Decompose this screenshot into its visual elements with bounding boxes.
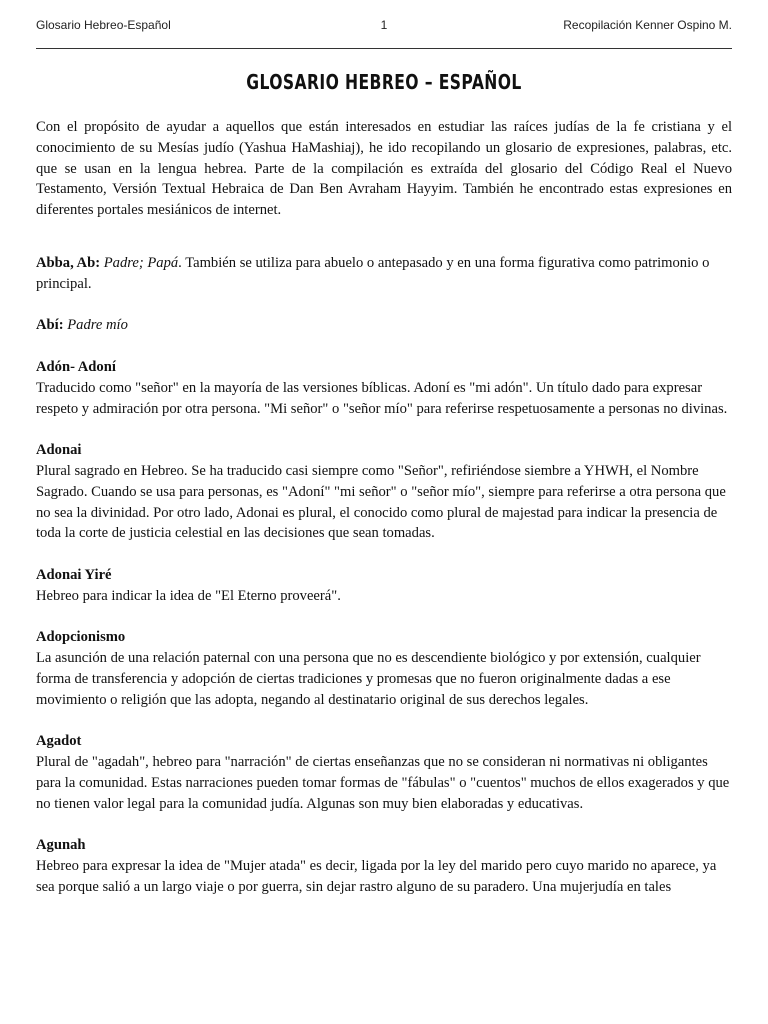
header-document-title: Glosario Hebreo-Español (36, 18, 171, 32)
entry-definition: Plural sagrado en Hebreo. Se ha traducido casi siempre como "Señor", refiriéndose siembre a YHWH, el Nombre Sagrado. Cuando se usa para personas, es "Adoní" "mi señor" o "señor mío", siempre para referirse a otra persona que no sea la divinidad. Por otro lado, Adonai es plural, el conocido como plural de majestad para indicar la presencia de toda la corte de justicia celestial en las decisiones que sean tomadas. (36, 462, 726, 542)
entry-definition: Hebreo para indicar la idea de "El Eterno proveerá". (36, 587, 341, 604)
glossary-entry-agadot (36, 731, 732, 814)
entry-term: Adonai (36, 442, 82, 459)
entry-term: Abí: (36, 317, 64, 334)
entry-italic-meaning: Padre mío (67, 317, 128, 334)
glossary-entry-adon (36, 357, 732, 419)
entry-definition: Plural de "agadah", hebreo para "narración" de ciertas enseñanzas que no se consideran ni normativas ni obligantes para la comunidad. Estas narraciones pueden tomar formas de "fábulas" o "cuentos" muchos de ellos exagerados y que no tienen valor legal para la comunidad judía. Algunas son muy bien elaboradas y educativas. (36, 754, 730, 812)
glossary-entry-adonai-yire (36, 565, 732, 607)
entry-term: Agadot (36, 733, 82, 750)
entry-term: Adopcionismo (36, 629, 126, 646)
entry-definition: La asunción de una relación paternal con una persona que no es descendiente biológico y por extensión, cualquier forma de transferencia y adopción de ciertas tradiciones y promesas que no fueron originalmente dadas a ese movimiento o religión que las adopta, negando al destinatario original de sus derechos legales. (36, 650, 701, 708)
glossary-entry-abi (36, 315, 732, 336)
entry-term: Agunah (36, 837, 86, 854)
header-page-number: 1 (380, 18, 388, 32)
header-author: Recopilación Kenner Ospino M. (563, 18, 732, 32)
glossary-entry-adonai (36, 440, 732, 544)
page-title: GLOSARIO HEBREO – ESPAÑOL (246, 70, 522, 94)
page-header (36, 18, 732, 36)
glossary-entry-adopcionismo (36, 627, 732, 710)
glossary-entry-agunah (36, 835, 732, 897)
entry-definition: Hebreo para expresar la idea de "Mujer atada" es decir, ligada por la ley del marido pero cuyo marido no aparece, ya sea porque salió a un largo viaje o por guerra, sin dejar rastro alguno de su paradero. Una mujerjudía en tales (36, 858, 717, 895)
entry-definition: . También se utiliza para abuelo o antepasado y en una forma figurativa como patrimonio o principal. (36, 254, 710, 292)
intro-paragraph: Con el propósito de ayudar a aquellos que están interesados en estudiar las raíces judías de la fe cristiana y el conocimiento de su Mesías judío (Yashua HaMashiaj), he ido recopilando un glosario de expresiones, palabras, etc. que se usan en la lengua hebrea. Parte de la compilación es extraída del glosario del Código Real el Nuevo Testamento, Versión Textual Hebraica de Dan Ben Avraham Hayyim. También he encontrado estas expresiones en diferentes portales mesiánicos de internet. (36, 119, 732, 219)
entry-term: Adón- Adoní (36, 358, 116, 375)
entry-definition: Traducido como "señor" en la mayoría de las versiones bíblicas. Adoní es "mi adón". Un título dado para expresar respeto y admiración por otra persona. "Mi señor" o "señor mío" para referirse respetuosamente a personas no divinas. (36, 379, 728, 417)
glossary-entry-abba (36, 253, 732, 295)
entry-term: Adonai Yiré (36, 566, 112, 583)
document-body (36, 117, 732, 918)
header-divider (36, 48, 732, 49)
entry-term: Abba, Ab: (36, 254, 101, 271)
entry-italic-meaning: Padre; Papá (103, 254, 179, 271)
